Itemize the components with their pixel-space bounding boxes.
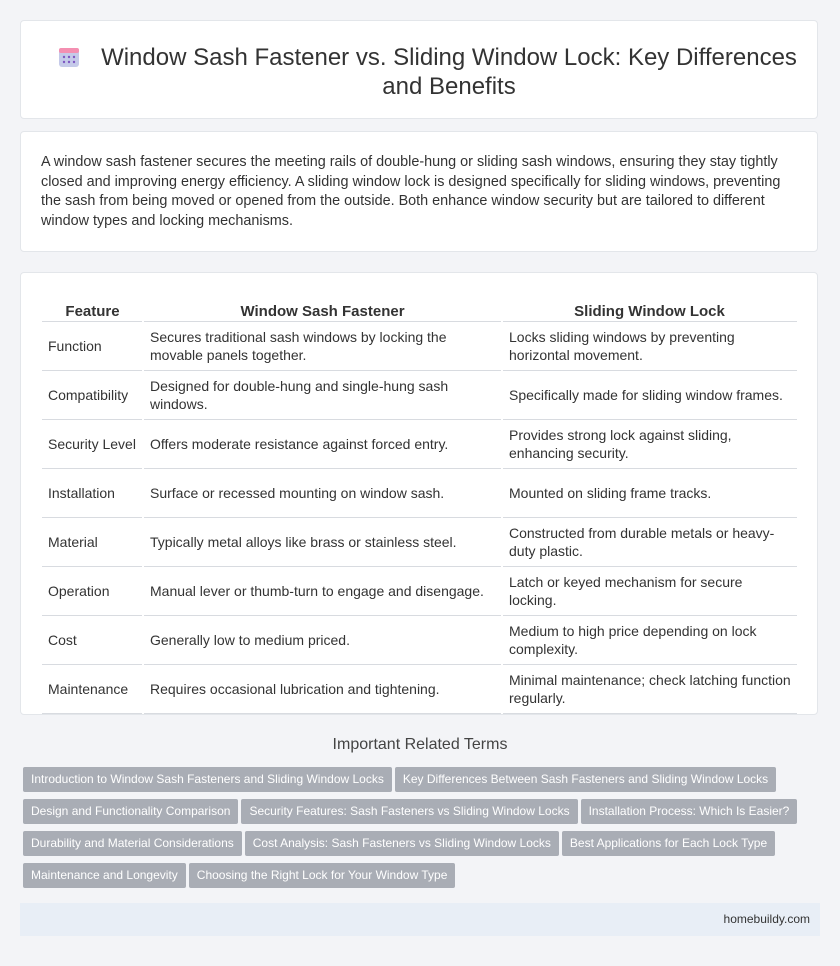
row-feature: Function [42,322,143,371]
related-terms-title: Important Related Terms [332,736,508,753]
related-term-tag[interactable]: Cost Analysis: Sash Fasteners vs Sliding Window Locks [245,831,559,856]
header-feature: Feature [42,293,143,322]
row-sash-fastener: Designed for double-hung and single-hung sash windows. [143,371,502,420]
table-row [42,665,797,714]
related-term-tag[interactable]: Choosing the Right Lock for Your Window Type [189,863,456,888]
row-sash-fastener: Typically metal alloys like brass or stainless steel. [143,518,502,567]
table-row [42,567,797,616]
row-sliding-lock: Minimal maintenance; check latching function regularly. [502,665,797,714]
row-feature: Cost [42,616,143,665]
row-sliding-lock: Locks sliding windows by preventing horizontal movement. [502,322,797,371]
table-header-row [42,293,797,322]
table-row [42,518,797,567]
related-term-tag[interactable]: Security Features: Sash Fasteners vs Sliding Window Locks [241,799,577,824]
row-sash-fastener: Offers moderate resistance against forced entry. [143,420,502,469]
table-row [42,420,797,469]
intro-card [20,131,818,252]
row-sliding-lock: Mounted on sliding frame tracks. [502,469,797,518]
row-sash-fastener: Secures traditional sash windows by locking the movable panels together. [143,322,502,371]
related-term-tag[interactable]: Best Applications for Each Lock Type [562,831,775,856]
row-feature: Material [42,518,143,567]
table-row [42,616,797,665]
comparison-table [42,293,797,714]
row-sash-fastener: Requires occasional lubrication and tightening. [143,665,502,714]
footer [20,903,820,936]
related-term-tag[interactable]: Maintenance and Longevity [23,863,186,888]
row-feature: Compatibility [42,371,143,420]
header-card [20,20,818,119]
footer-site-link[interactable]: homebuildy.com [723,912,810,926]
row-feature: Operation [42,567,143,616]
row-sash-fastener: Generally low to medium priced. [143,616,502,665]
table-row [42,322,797,371]
related-term-tag[interactable]: Introduction to Window Sash Fasteners and Sliding Window Locks [23,767,392,792]
table-row [42,371,797,420]
row-feature: Installation [42,469,143,518]
row-feature: Maintenance [42,665,143,714]
related-terms-list [23,767,813,895]
related-term-tag[interactable]: Installation Process: Which Is Easier? [581,799,798,824]
row-sliding-lock: Provides strong lock against sliding, enhancing security. [502,420,797,469]
page-title [21,43,817,101]
row-sash-fastener: Manual lever or thumb-turn to engage and disengage. [143,567,502,616]
header-sliding-lock: Sliding Window Lock [502,293,797,322]
related-term-tag[interactable]: Key Differences Between Sash Fasteners and Sliding Window Locks [395,767,776,792]
related-term-tag[interactable]: Design and Functionality Comparison [23,799,238,824]
row-sash-fastener: Surface or recessed mounting on window sash. [143,469,502,518]
table-row [42,469,797,518]
intro-text: A window sash fastener secures the meeting rails of double-hung or sliding sash windows, ensuring they stay tightly closed and improving energy efficiency. A sliding window lock is designed specifically for sliding windows, preventing the sash from being moved or opened from the outside. Both enhance window security but are tailored to different window types and locking mechanisms. [41,154,781,229]
row-sliding-lock: Latch or keyed mechanism for secure locking. [502,567,797,616]
row-sliding-lock: Specifically made for sliding window frames. [502,371,797,420]
comparison-card [20,272,818,715]
row-sliding-lock: Medium to high price depending on lock complexity. [502,616,797,665]
header-sash-fastener: Window Sash Fastener [143,293,502,322]
related-term-tag[interactable]: Durability and Material Considerations [23,831,242,856]
page-title-text: Window Sash Fastener vs. Sliding Window Lock: Key Differences and Benefits [101,44,797,100]
row-feature: Security Level [42,420,143,469]
row-sliding-lock: Constructed from durable metals or heavy-duty plastic. [502,518,797,567]
